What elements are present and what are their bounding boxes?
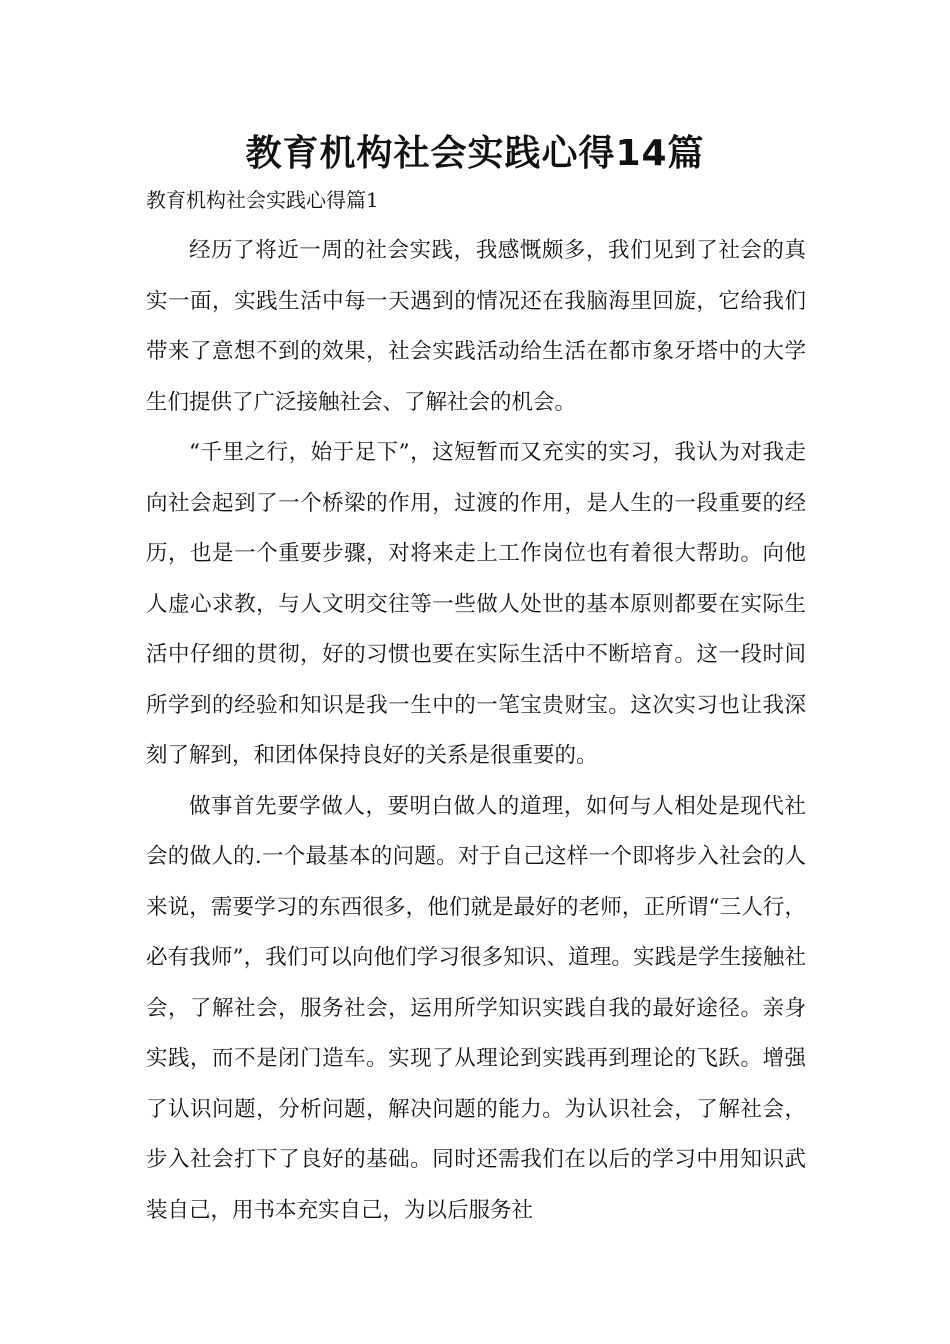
document-body: [146, 226, 806, 1236]
section-heading: 教育机构社会实践心得篇1: [146, 188, 379, 212]
paragraph-3: 做事首先要学做人，要明白做人的道理，如何与人相处是现代社会的做人的.一个最基本的问题。对于自己这样一个即将步入社会的人来说，需要学习的东西很多，他们就是最好的老师，正所谓“三人行，必有我师”，我们可以向他们学习很多知识、道理。实践是学生接触社会，了解社会，服务社会，运用所学知识实践自我的最好途径。亲身实践，而不是闭门造车。实现了从理论到实践再到理论的飞跃。增强了认识问题，分析问题，解决问题的能力。为认识社会，了解社会，步入社会打下了良好的基础。同时还需我们在以后的学习中用知识武装自己，用书本充实自己，为以后服务社: [146, 793, 806, 1223]
document-title: 教育机构社会实践心得14篇: [245, 133, 705, 174]
paragraph-2: “千里之行，始于足下”，这短暂而又充实的实习，我认为对我走向社会起到了一个桥梁的作用，过渡的作用，是人生的一段重要的经历，也是一个重要步骤，对将来走上工作岗位也有着很大帮助。向他人虚心求教，与人文明交往等一些做人处世的基本原则都要在实际生活中仔细的贯彻，好的习惯也要在实际生活中不断培育。这一段时间所学到的经验和知识是我一生中的一笔宝贵财宝。这次实习也让我深刻了解到，和团体保持良好的关系是很重要的。: [146, 440, 806, 768]
paragraph-1: 经历了将近一周的社会实践，我感慨颇多，我们见到了社会的真实一面，实践生活中每一天遇到的情况还在我脑海里回旋，它给我们带来了意想不到的效果，社会实践活动给生活在都市象牙塔中的大学生们提供了广泛接触社会、了解社会的机会。: [146, 238, 806, 415]
